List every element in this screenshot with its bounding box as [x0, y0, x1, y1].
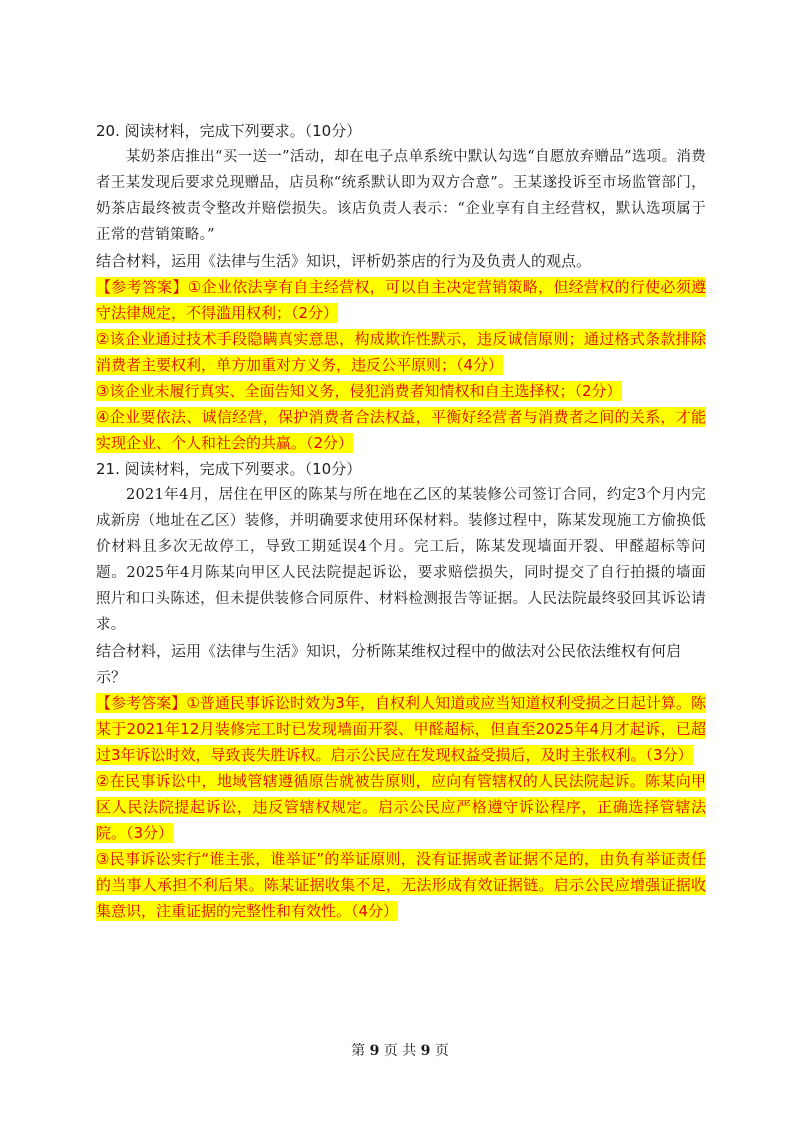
total-page-number: 9 [420, 1043, 431, 1059]
current-page-number: 9 [369, 1043, 380, 1059]
answer-text: ③该企业未履行真实、全面告知义务，侵犯消费者知情权和自主选择权；（2分） [96, 382, 622, 400]
page-content [96, 118, 706, 924]
question-20-answer-3 [96, 378, 706, 404]
question-20-title: 20. 阅读材料，完成下列要求。（10分） [96, 122, 362, 140]
question-20-answer-4 [96, 404, 706, 456]
question-20-material: 某奶茶店推出“买一送一”活动，却在电子点单系统中默认勾选“自愿放弃赠品”选项。消费者王某发现后要求兑现赠品，店员称“统系默认即为双方合意”。王某遂投诉至市场监管部门，奶茶店最终被责令整改并赔偿损失。该店负责人表示：“企业享有自主经营权，默认选项属于正常的营销策略。” [96, 149, 706, 243]
answer-label: 【参考答案】 [96, 694, 187, 712]
page-footer: 第 9 页 共 9 页 [351, 1043, 449, 1059]
answer-text: ③民事诉讼实行“谁主张，谁举证”的举证原则，没有证据或者证据不足的，由负有举证责任的当事人承担不利后果。陈某证据收集不足，无法形成有效证据链。启示公民应增强证据收集意识，注重证据的完整性和有效性。（4分） [96, 850, 706, 920]
question-21-title: 21. 阅读材料，完成下列要求。（10分） [96, 460, 362, 478]
answer-label: 【参考答案】 [96, 278, 188, 296]
question-21-answer-1 [96, 690, 706, 768]
question-20-answer-1 [96, 274, 706, 326]
answer-text: ②该企业通过技术手段隐瞒真实意思，构成欺诈性默示，违反诚信原则；通过格式条款排除消费者主要权利，单方加重对方义务，违反公平原则；（4分） [96, 330, 706, 374]
question-21-answer-2 [96, 768, 706, 846]
answer-text: ①普通民事诉讼时效为3年，自权利人知道或应当知道权利受损之日起计算。陈某于2021年12月装修完工时已发现墙面开裂、甲醛超标，但直至2025年4月才起诉，已超过3年诉讼时效，导致丧失胜诉权。启示公民应在发现权益受损后，及时主张权利。（3分） [96, 694, 706, 764]
answer-text: ①企业依法享有自主经营权，可以自主决定营销策略，但经营权的行使必须遵守法律规定，不得滥用权利；（2分） [96, 278, 706, 322]
answer-text: ②在民事诉讼中，地域管辖遵循原告就被告原则，应向有管辖权的人民法院起诉。陈某向甲区人民法院提起诉讼，违反管辖权规定。启示公民应严格遵守诉讼程序，正确选择管辖法院。（3分） [96, 772, 706, 842]
answer-text: ④企业要依法、诚信经营，保护消费者合法权益，平衡好经营者与消费者之间的关系，才能实现企业、个人和社会的共赢。（2分） [96, 408, 706, 452]
question-20-answer-2 [96, 326, 706, 378]
question-21-material: 2021年4月，居住在甲区的陈某与所在地在乙区的某装修公司签订合同，约定3个月内完成新房（地址在乙区）装修，并明确要求使用环保材料。装修过程中，陈某发现施工方偷换低价材料且多次无故停工，导致工期延误4个月。完工后，陈某发现墙面开裂、甲醛超标等问题。2025年4月陈某向甲区人民法院提起诉讼，要求赔偿损失，同时提交了自行拍摄的墙面照片和口头陈述，但未提供装修合同原件、材料检测报告等证据。人民法院最终驳回其诉讼请求。 [96, 487, 706, 633]
question-20-task: 结合材料，运用《法律与生活》知识，评析奶茶店的行为及负责人的观点。 [96, 252, 592, 270]
question-21-task: 结合材料，运用《法律与生活》知识，分析陈某维权过程中的做法对公民依法维权有何启示？ [96, 642, 682, 686]
question-21-answer-3 [96, 846, 706, 924]
